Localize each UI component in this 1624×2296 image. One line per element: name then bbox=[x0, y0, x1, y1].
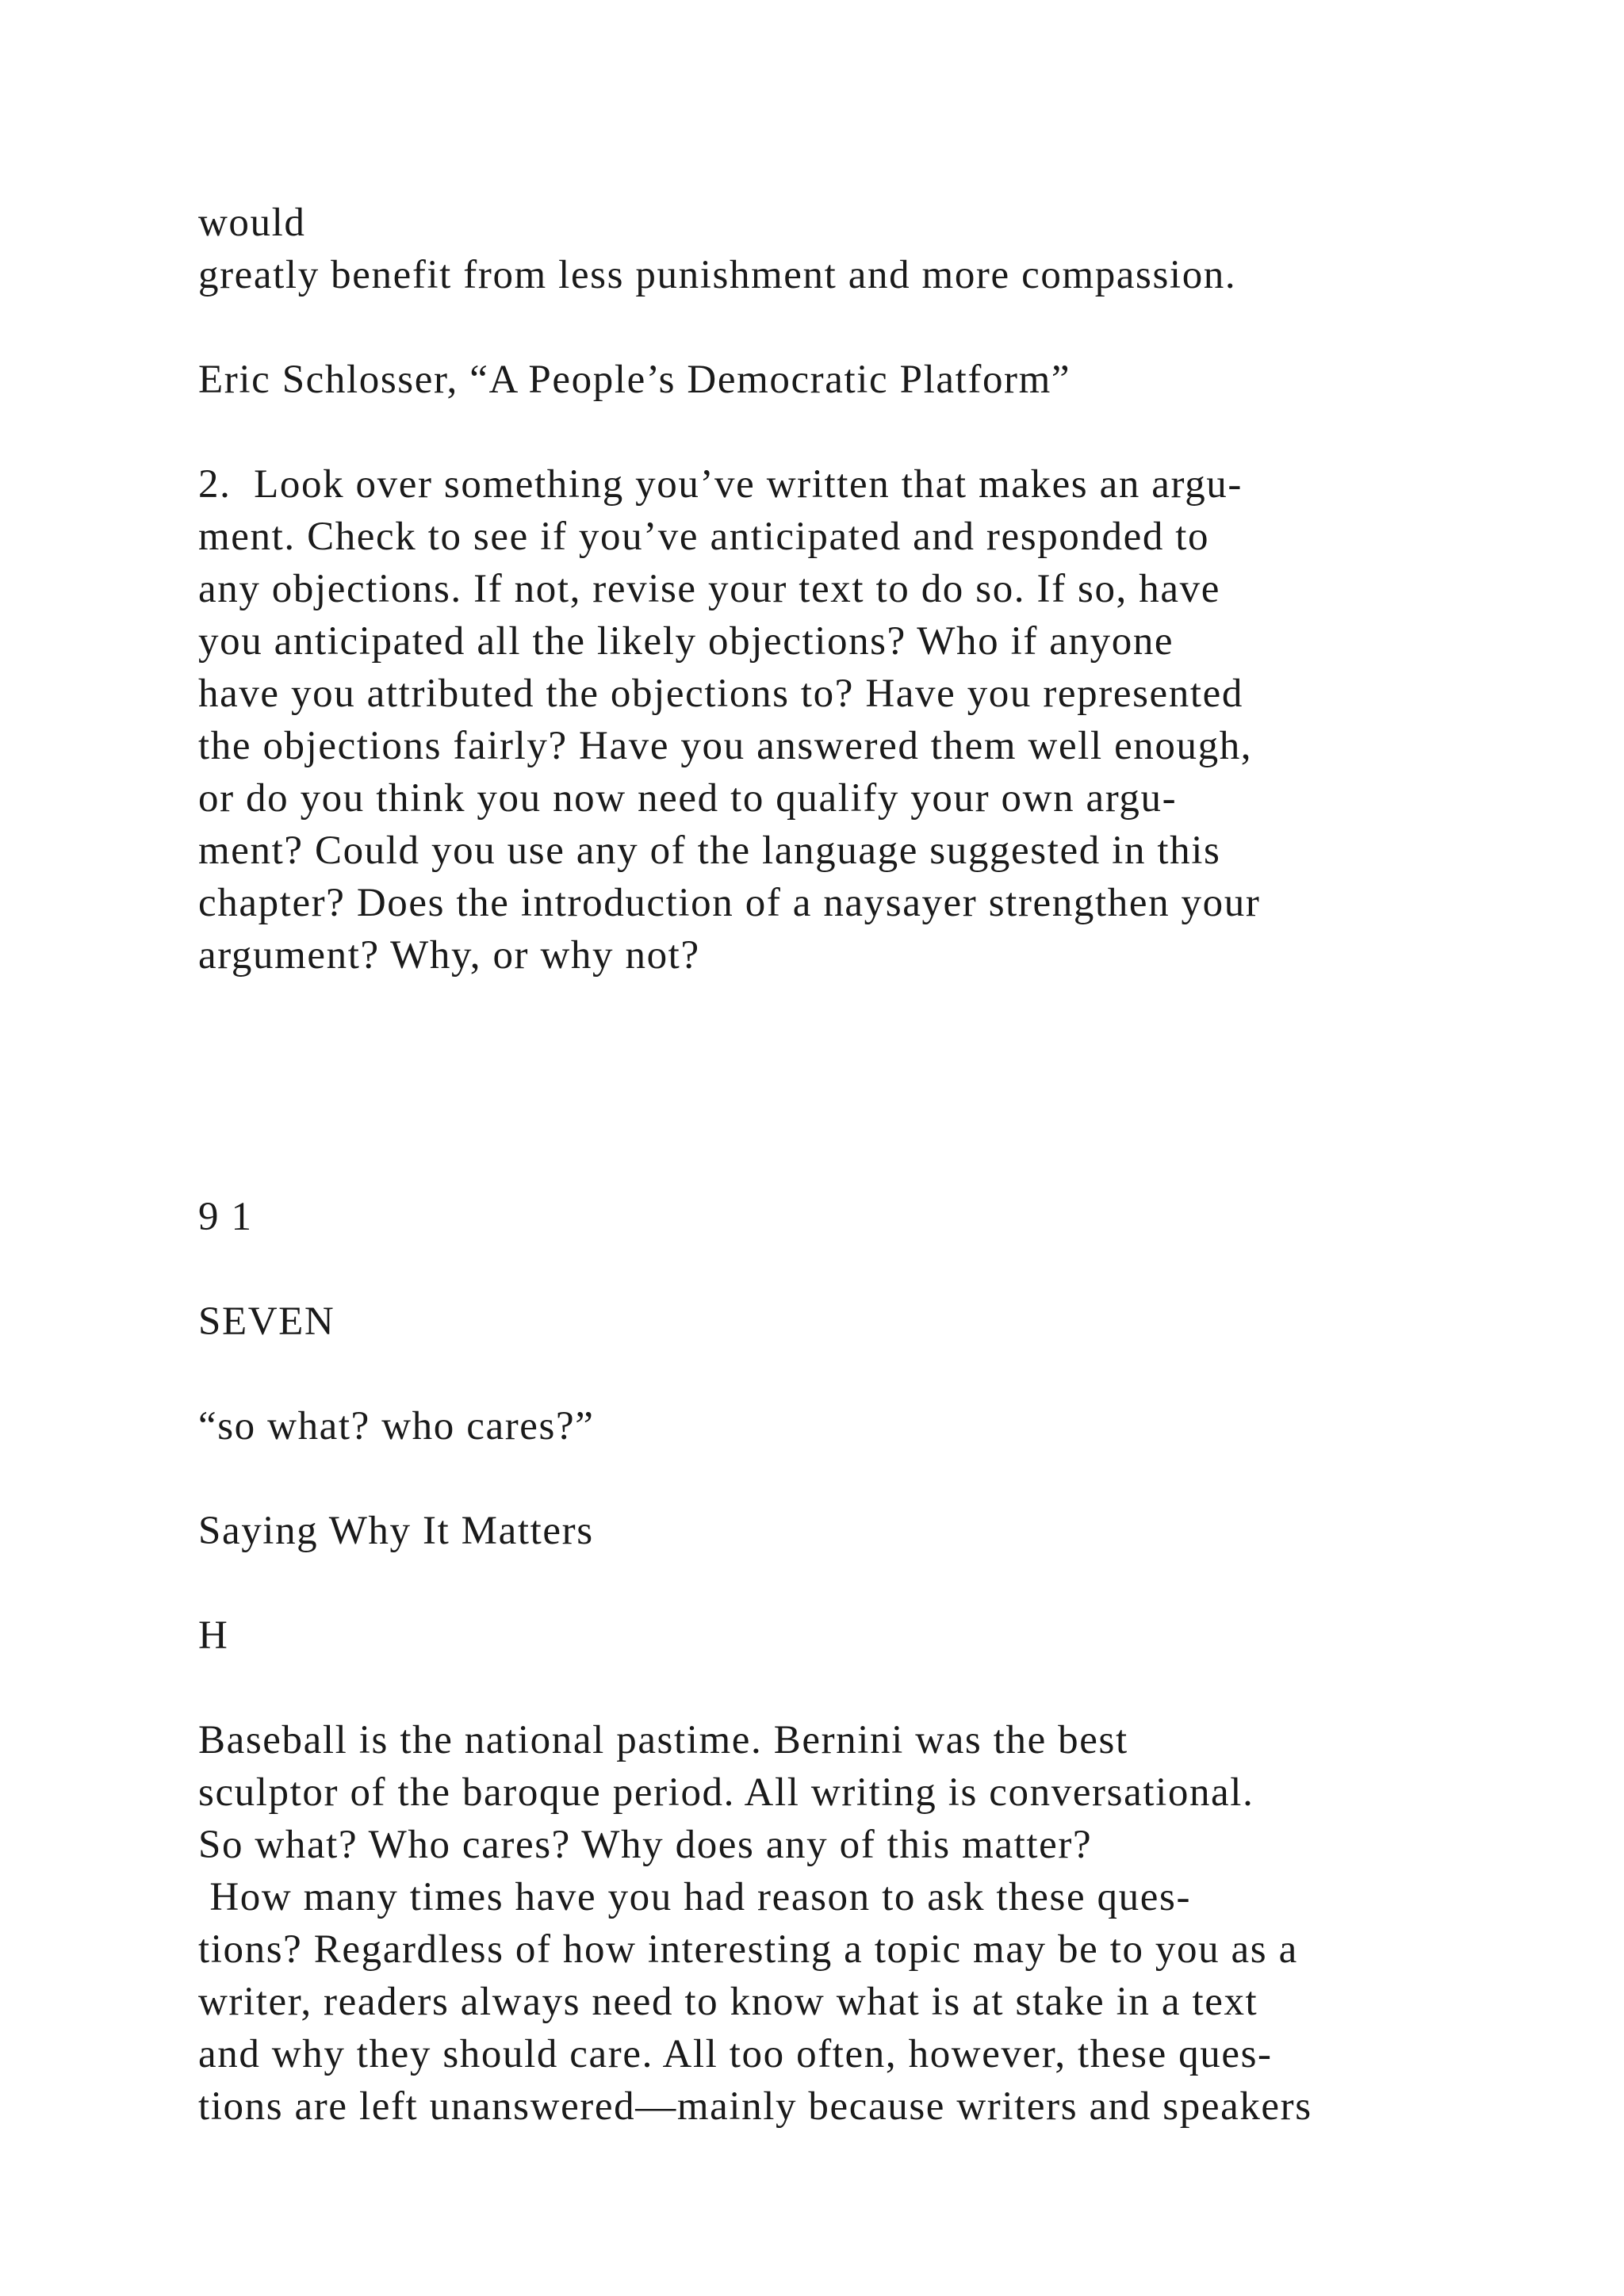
body-text-line: and why they should care. All too often, however, these ques- bbox=[198, 2032, 1273, 2076]
chapter-title: “so what? who cares?” bbox=[198, 1404, 595, 1448]
exercise-text-line: 2. Look over something you’ve written that makes an argu- bbox=[198, 462, 1243, 507]
exercise-text-line: chapter? Does the introduction of a naysayer strengthen your bbox=[198, 881, 1261, 925]
body-text-line: So what? Who cares? Why does any of this matter? bbox=[198, 1823, 1093, 1867]
blank-line bbox=[198, 301, 1546, 354]
blank-line bbox=[198, 1348, 1546, 1400]
page-number: 9 1 bbox=[198, 1195, 253, 1239]
blank-line bbox=[198, 982, 1546, 1034]
attribution-line: Eric Schlosser, “A People’s Democratic Platform” bbox=[198, 358, 1071, 402]
body-text-line: tions? Regardless of how interesting a topic may be to you as a bbox=[198, 1927, 1298, 1972]
text-line: greatly benefit from less punishment and more compassion. bbox=[198, 253, 1237, 297]
text-line: would bbox=[198, 201, 306, 245]
blank-line bbox=[198, 1034, 1546, 1086]
body-text-line: Baseball is the national pastime. Bernini was the best bbox=[198, 1718, 1128, 1762]
exercise-text-line: or do you think you now need to qualify your own argu- bbox=[198, 776, 1178, 821]
drop-cap-letter: H bbox=[198, 1613, 229, 1658]
exercise-text-line: argument? Why, or why not? bbox=[198, 933, 700, 978]
exercise-text-line: the objections fairly? Have you answered them well enough, bbox=[198, 724, 1253, 768]
exercise-text-line: ment. Check to see if you’ve anticipated and responded to bbox=[198, 515, 1210, 559]
exercise-text-line: you anticipated all the likely objections? Who if anyone bbox=[198, 619, 1174, 664]
body-text-line: How many times have you had reason to ask these ques- bbox=[198, 1875, 1192, 1919]
blank-line bbox=[198, 1243, 1546, 1295]
chapter-number: SEVEN bbox=[198, 1299, 335, 1344]
blank-line bbox=[198, 1662, 1546, 1714]
blank-line bbox=[198, 1452, 1546, 1505]
exercise-text-line: any objections. If not, revise your text to do so. If so, have bbox=[198, 567, 1220, 611]
document-page bbox=[198, 197, 1546, 2133]
body-text-line: sculptor of the baroque period. All writing is conversational. bbox=[198, 1770, 1254, 1815]
chapter-subtitle: Saying Why It Matters bbox=[198, 1509, 594, 1553]
body-text-line: tions are left unanswered—mainly because writers and speakers bbox=[198, 2084, 1312, 2129]
blank-line bbox=[198, 1557, 1546, 1609]
exercise-text-line: ment? Could you use any of the language suggested in this bbox=[198, 828, 1221, 873]
blank-line bbox=[198, 406, 1546, 458]
blank-line bbox=[198, 1086, 1546, 1138]
blank-line bbox=[198, 1138, 1546, 1191]
exercise-text-line: have you attributed the objections to? Have you represented bbox=[198, 672, 1243, 716]
body-text-line: writer, readers always need to know what is at stake in a text bbox=[198, 1980, 1258, 2024]
